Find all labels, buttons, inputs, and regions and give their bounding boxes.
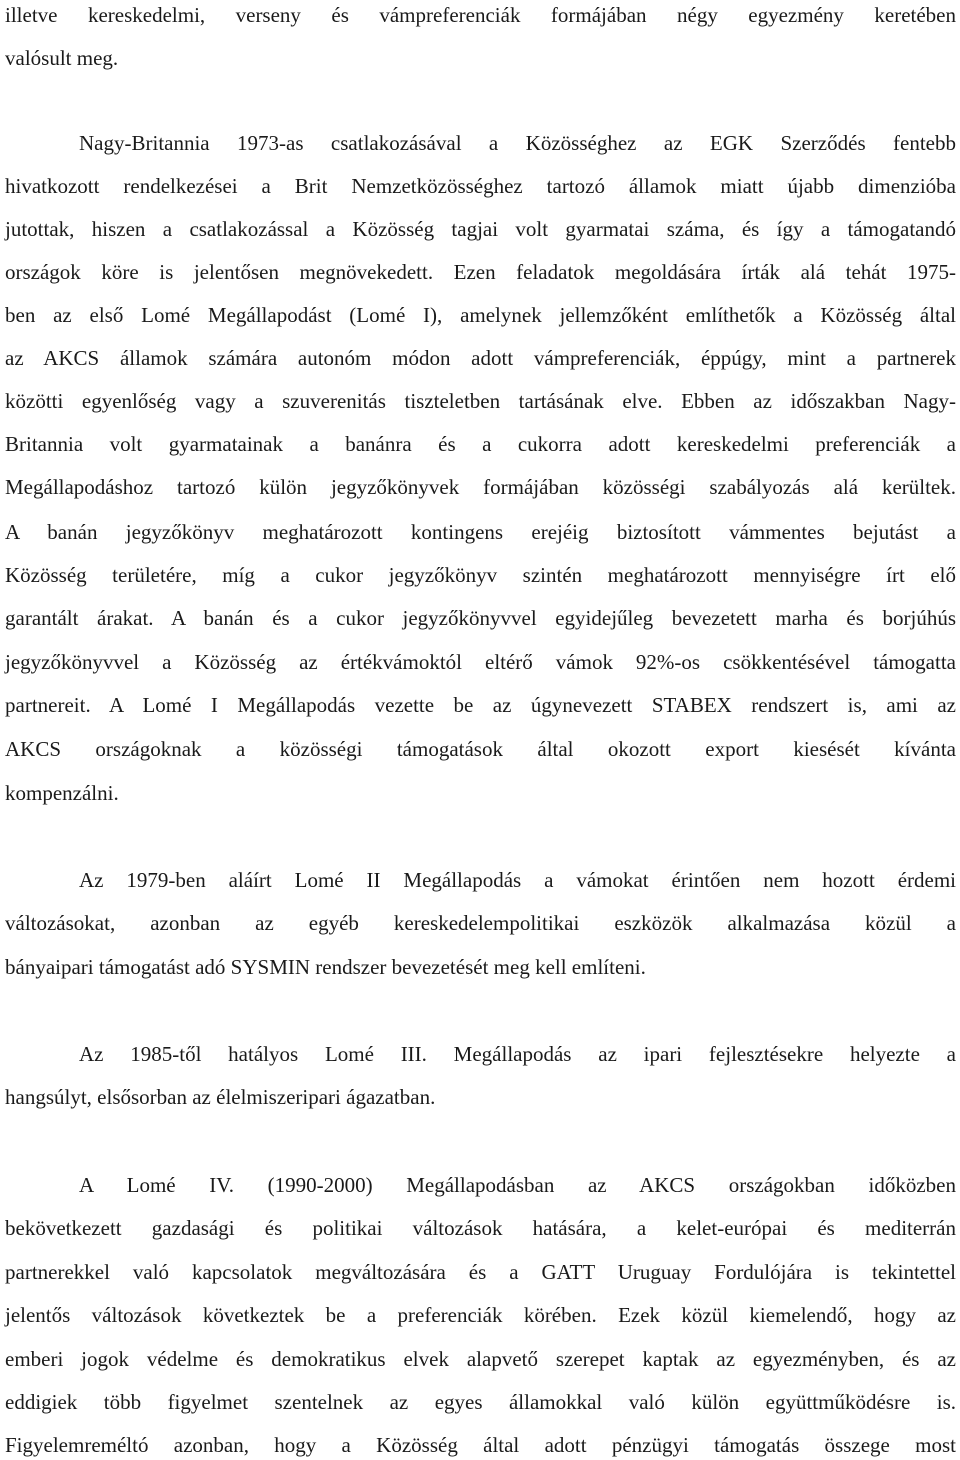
text-line: hivatkozott rendelkezései a Brit Nemzetközösséghez tartozó államok miatt újabb dimenzióba <box>5 174 956 198</box>
text-line: Az 1985-től hatályos Lomé III. Megállapodás az ipari fejlesztésekre helyezte a <box>79 1042 956 1066</box>
text-line: Közösség területére, míg a cukor jegyzőkönyv szintén meghatározott mennyiségre írt elő <box>5 563 956 587</box>
text-line: Figyelemreméltó azonban, hogy a Közösség által adott pénzügyi támogatás összege most <box>5 1433 956 1457</box>
text-line: változásokat, azonban az egyéb kereskedelempolitikai eszközök alkalmazása közül a <box>5 911 956 935</box>
text-line: eddigiek több figyelmet szentelnek az egyes államokkal való külön együttműködésre is. <box>5 1390 956 1414</box>
text-line: Az 1979-ben aláírt Lomé II Megállapodás a vámokat érintően nem hozott érdemi <box>79 868 956 892</box>
text-line: az AKCS államok számára autonóm módon adott vámpreferenciák, éppúgy, mint a partnerek <box>5 346 956 370</box>
text-line: bekövetkezett gazdasági és politikai változások hatására, a kelet-európai és mediterrán <box>5 1216 956 1240</box>
text-line: partnerekkel való kapcsolatok megváltozására és a GATT Uruguay Fordulójára is tekintettel <box>5 1260 956 1284</box>
text-line: jelentős változások következtek be a preferenciák körében. Ezek közül kiemelendő, hogy az <box>5 1303 956 1327</box>
text-line: garantált árakat. A banán és a cukor jegyzőkönyvvel egyidejűleg bevezetett marha és borjúhús <box>5 606 956 630</box>
text-line: jutottak, hiszen a csatlakozással a Közösség tagjai volt gyarmatai száma, és így a támogatandó <box>5 217 956 241</box>
text-line: közötti egyenlőség vagy a szuverenitás tiszteletben tartásának elve. Ebben az időszakban Nagy- <box>5 389 956 413</box>
text-line: illetve kereskedelmi, verseny és vámpreferenciák formájában négy egyezmény keretében <box>5 3 956 27</box>
text-line: hangsúlyt, elsősorban az élelmiszeripari ágazatban. <box>5 1085 436 1109</box>
text-line: kompenzálni. <box>5 781 119 805</box>
text-line: ben az első Lomé Megállapodást (Lomé I), amelynek jellemzőként említhetők a Közösség által <box>5 303 956 327</box>
text-line: emberi jogok védelme és demokratikus elvek alapvető szerepet kaptak az egyezményben, és az <box>5 1347 956 1371</box>
text-line: bányaipari támogatást adó SYSMIN rendszer bevezetését meg kell említeni. <box>5 955 646 979</box>
text-line: Nagy-Britannia 1973-as csatlakozásával a Közösséghez az EGK Szerződés fentebb <box>79 131 956 155</box>
text-line: AKCS országoknak a közösségi támogatások által okozott export kiesését kívánta <box>5 737 956 761</box>
text-line: A banán jegyzőkönyv meghatározott kontingens erejéig biztosított vámmentes bejutást a <box>5 520 956 544</box>
text-line: Britannia volt gyarmatainak a banánra és a cukorra adott kereskedelmi preferenciák a <box>5 432 956 456</box>
text-line: Megállapodáshoz tartozó külön jegyzőkönyvek formájában közösségi szabályozás alá kerültek. <box>5 475 956 499</box>
text-line: partnereit. A Lomé I Megállapodás vezette be az úgynevezett STABEX rendszert is, ami az <box>5 693 956 717</box>
text-line: országok köre is jelentősen megnövekedett. Ezen feladatok megoldására írták alá tehát 1975- <box>5 260 956 284</box>
text-line: jegyzőkönyvvel a Közösség az értékvámoktól eltérő vámok 92%-os csökkentésével támogatta <box>5 650 956 674</box>
text-line: A Lomé IV. (1990-2000) Megállapodásban az AKCS országokban időközben <box>79 1173 956 1197</box>
text-line: valósult meg. <box>5 46 119 70</box>
